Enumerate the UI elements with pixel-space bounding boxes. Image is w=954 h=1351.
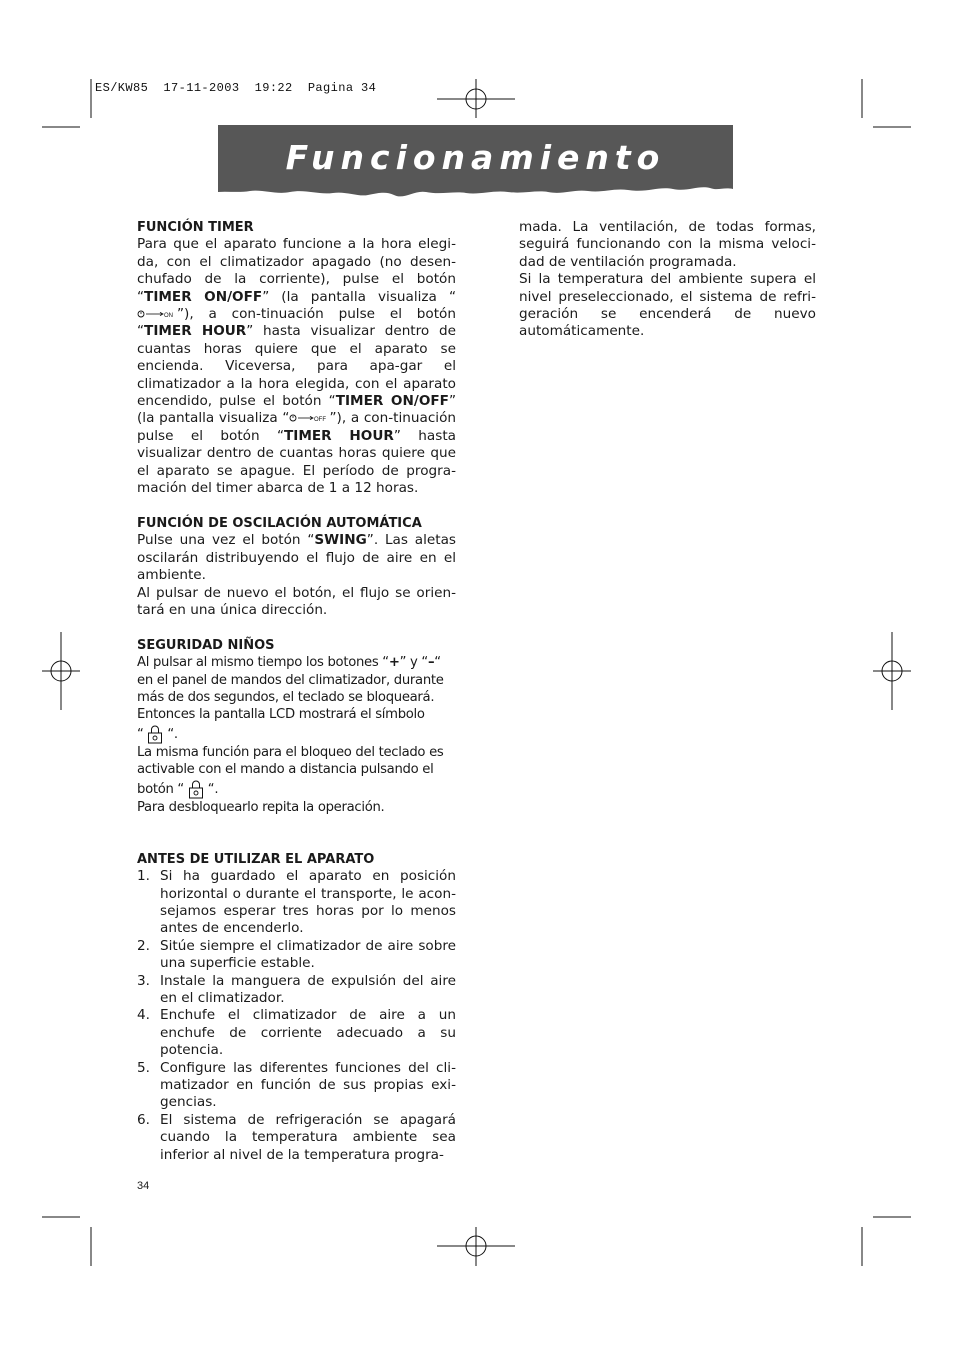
child-lock-text — [137, 654, 456, 816]
before-use-steps — [137, 868, 456, 1164]
list-item: 2. Sitúe siempre el climatizador de aire sobre una superficie estable. — [137, 937, 456, 972]
list-item: 3. Instale la manguera de expulsión del aire en el climatizador. — [137, 972, 456, 1007]
registration-mark-top — [437, 79, 515, 118]
timer-on-icon — [137, 309, 177, 319]
svg-text:ON: ON — [164, 313, 173, 320]
timer-paragraph: Para que el aparato funcione a la hora elegi-da, con el climatizador apagado (no desen-chufado de la corriente), pulse el botón “TIMER ON/OFF” (la pantalla visualiza “ ON ”), a con-tinuación pulse el botón “TIMER HOUR” hasta visualizar dentro de cuantas horas quiere que el aparato se encienda. Viceversa, para apa-gar el climatizador a la hora elegida, con el aparato encendido, pulse el botón “TIMER ON/OFF” (la pantalla visualiza “ OFF ”), a con-tinuación pulse el botón “TIMER HOUR” hasta visualizar dentro de cuantas horas quiere que el aparato se apague. El período de progra-mación del timer abarca de 1 a 12 horas. — [137, 236, 457, 497]
swing-heading: FUNCIÓN DE OSCILACIÓN AUTOMÁTICA — [137, 515, 422, 531]
right-column — [519, 219, 816, 341]
registration-mark-left — [42, 632, 80, 710]
remote-lock-icon — [188, 779, 204, 799]
right-paragraph-1: mada. La ventilación, de todas formas, seguirá funcionando con la misma veloci-dad de ventilación programada. — [519, 219, 816, 270]
page-number: 34 — [137, 1180, 150, 1192]
registration-mark-right — [873, 632, 911, 710]
child-lock-paragraph-1: Al pulsar al mismo tiempo los botones “+” y “–“ en el panel de mandos del climatizador, durante más de dos segundos, el teclado se bloqueará. Entonces la pantalla LCD mostrará el símbolo “ “. — [137, 655, 444, 742]
swing-paragraph-2: Al pulsar de nuevo el botón, el flujo se orien-tará en una única dirección. — [137, 584, 456, 618]
svg-text:OFF: OFF — [314, 417, 327, 424]
before-use-heading: ANTES DE UTILIZAR EL APARATO — [137, 851, 375, 867]
child-lock-paragraph-3: Para desbloquearlo repita la operación. — [137, 799, 385, 815]
list-item: 6. El sistema de refrigeración se apagará cuando la temperatura ambiente sea inferior al nivel de la temperatura progra- — [137, 1111, 456, 1163]
lock-icon — [147, 724, 163, 744]
right-paragraph-2: Si la temperatura del ambiente supera el nivel preseleccionado, el sistema de refri-geración se encenderá de nuevo automáticamente. — [519, 271, 816, 340]
registration-mark-bottom — [437, 1227, 515, 1266]
swing-paragraph-1: Pulse una vez el botón “SWING”. Las aletas oscilarán distribuyendo el flujo de aire en el ambiente. — [137, 532, 456, 584]
timer-heading: FUNCIÓN TIMER — [137, 220, 254, 235]
list-item: 1. Si ha guardado el aparato en posición horizontal o durante el transporte, le acon-sejamos esperar tres horas por lo menos antes de encenderlo. — [137, 868, 456, 937]
child-lock-heading: SEGURIDAD NIÑOS — [137, 637, 275, 653]
left-column — [137, 219, 456, 1164]
printer-slug: ES/KW85 17-11-2003 19:22 Pagina 34 — [95, 81, 377, 95]
child-lock-paragraph-2: La misma función para el bloqueo del teclado es activable con el mando a distancia pulsando el botón “ “. — [137, 744, 444, 797]
page-title: Funcionamiento — [285, 138, 666, 177]
list-item: 5. Configure las diferentes funciones del cli-matizador en función de sus propias exi-gencias. — [137, 1059, 456, 1111]
timer-off-icon — [289, 413, 329, 423]
list-item: 4. Enchufe el climatizador de aire a un enchufe de corriente adecuado a su potencia. — [137, 1007, 456, 1059]
